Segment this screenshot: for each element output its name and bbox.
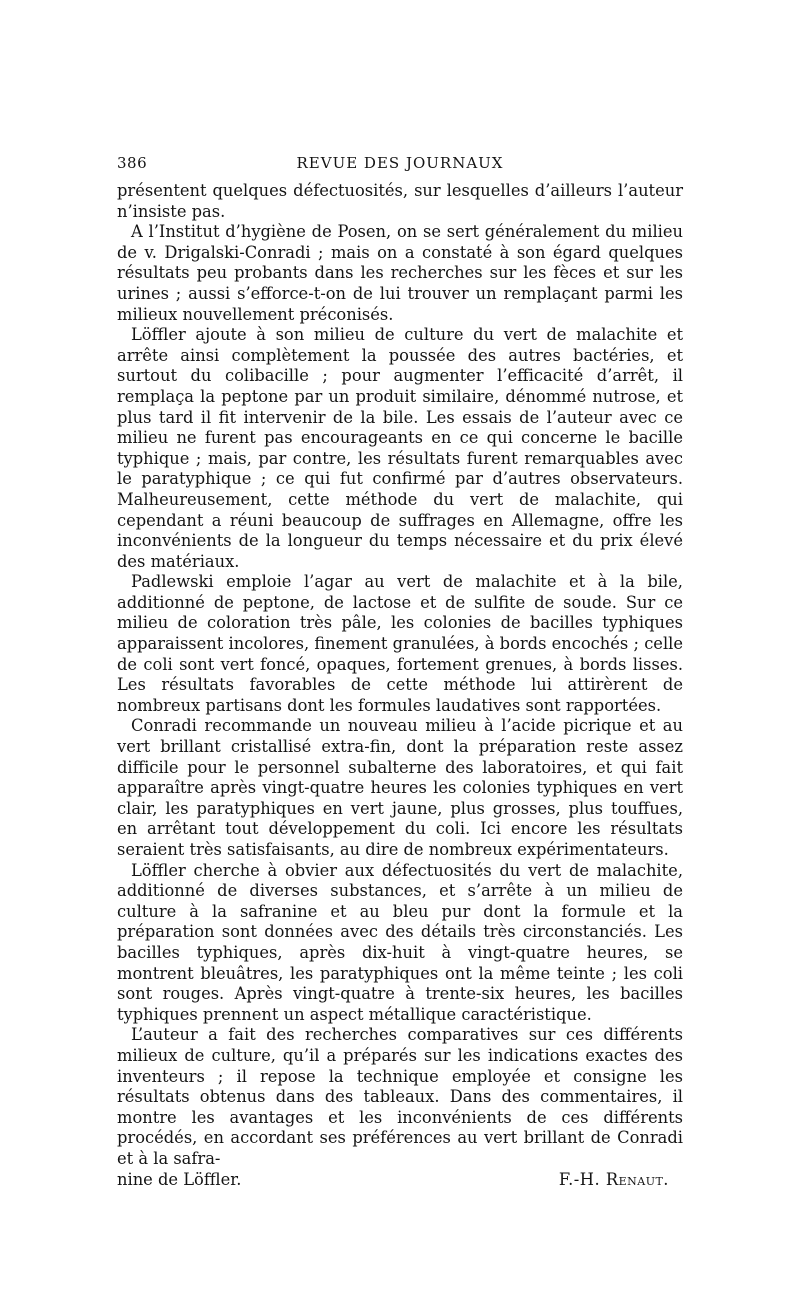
article-body	[117, 181, 683, 1190]
closing-line	[117, 1170, 683, 1191]
paragraph-4: Padlewski emploie l’agar au vert de malachite et à la bile, additionné de peptone, de lactose et de sulfite de soude. Sur ce milieu de coloration très pâle, les colonies de bacilles typhiques apparaissent incolores, finement granulées, à bords encochés ; celle de coli sont vert foncé, opaques, fortement grenues, à bords lisses. Les résultats favorables de cette méthode lui attirèrent de nombreux partisans dont les formules laudatives sont rapportées.	[117, 572, 683, 715]
paragraph-3: Löffler ajoute à son milieu de culture du vert de malachite et arrête ainsi complètement la poussée des autres bactéries, et surtout du colibacille ; pour augmenter l’efficacité d’arrêt, il remplaça la peptone par un produit similaire, dénommé nutrose, et plus tard il fit intervenir de la bile. Les essais de l’auteur avec ce milieu ne furent pas encourageants en ce qui concerne le bacille typhique ; mais, par contre, les résultats furent remarquables avec le paratyphique ; ce qui fut confirmé par d’autres observateurs. Malheureusement, cette méthode du vert de malachite, qui cependant a réuni beaucoup de suffrages en Allemagne, offre les inconvénients de la longueur du temps nécessaire et du prix élevé des matériaux.	[117, 325, 683, 571]
paragraph-5: Conradi recommande un nouveau milieu à l’acide picrique et au vert brillant cristallisé extra-fin, dont la préparation reste assez difficile pour le personnel subalterne des laboratoires, et qui fait apparaître après vingt-quatre heures les colonies typhiques en vert clair, les paratyphiques en vert jaune, plus grosses, plus touffues, en arrêtant tout développement du coli. Ici encore les résultats seraient très satisfaisants, au dire de nombreux expérimentateurs.	[117, 716, 683, 859]
page-number: 386	[117, 154, 148, 172]
closing-text: nine de Löffler.	[117, 1169, 242, 1189]
running-header	[117, 150, 683, 174]
journal-title: REVUE DES JOURNAUX	[296, 154, 504, 172]
paragraph-2: A l’Institut d’hygiène de Posen, on se sert généralement du milieu de v. Drigalski-Conradi ; mais on a constaté à son égard quelques résultats peu probants dans les recherches sur les fèces et sur les urines ; aussi s’efforce-t-on de lui trouver un remplaçant parmi les milieux nouvellement préconisés.	[117, 222, 683, 324]
document-page	[117, 150, 683, 1190]
paragraph-6: Löffler cherche à obvier aux défectuosités du vert de malachite, additionné de diverses substances, et s’arrête à un milieu de culture à la safranine et au bleu pur dont la formule et la préparation sont données avec des détails très circonstanciés. Les bacilles typhiques, après dix-huit à vingt-quatre heures, se montrent bleuâtres, les paratyphiques ont la même teinte ; les coli sont rouges. Après vingt-quatre à trente-six heures, les bacilles typhiques prennent un aspect métallique caractéristique.	[117, 860, 683, 1024]
author-signature: F.-H. Renaut.	[558, 1169, 669, 1189]
paragraph-1: présentent quelques défectuosités, sur lesquelles d’ailleurs l’auteur n’insiste pas.	[117, 181, 683, 221]
paragraph-7: L’auteur a fait des recherches comparatives sur ces différents milieux de culture, qu’il a préparés sur les indications exactes des inventeurs ; il repose la technique employée et consigne les résultats obtenus dans des tableaux. Dans des commentaires, il montre les avantages et les inconvénients de ces différents procédés, en accordant ses préférences au vert brillant de Conradi et à la safra-	[117, 1025, 683, 1168]
